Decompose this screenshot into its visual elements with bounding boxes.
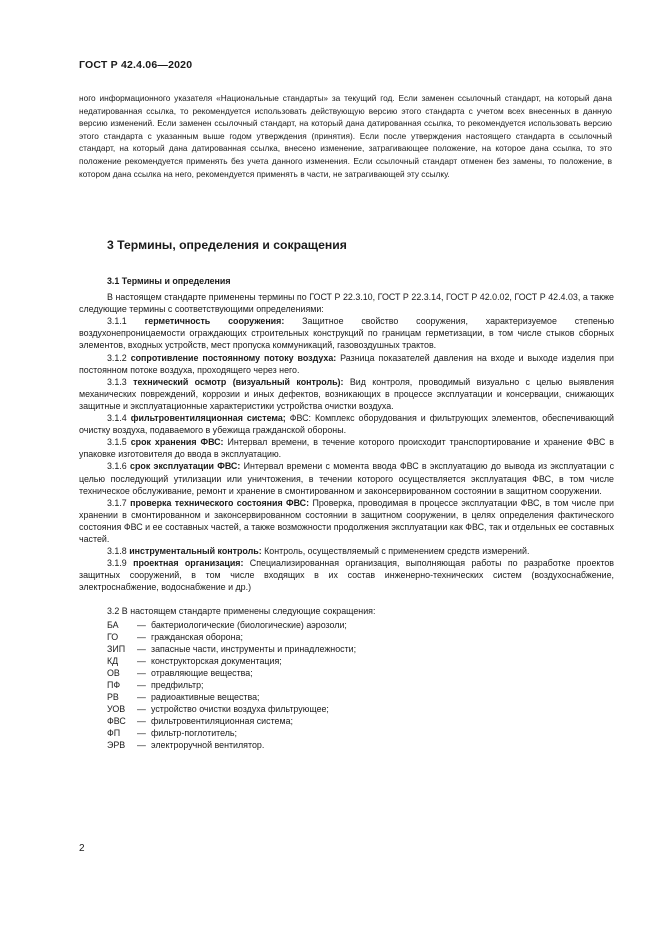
term-text: Вид контроля, проводимый визуально с целью выявления механических повреждений, коррозии и иных дефектов, возникающих в процессе эксплуатации и консервации, снижающих защитные и эксплуатационные характеристики устройства очистки воздуха. [79,376,614,411]
document-header: ГОСТ Р 42.4.06—2020 [79,59,193,71]
abbreviation-text: фильтр-поглотитель; [151,728,238,739]
term-number: 3.1.4 [107,413,127,424]
abbreviation-row [79,667,614,679]
abbreviation-code: РВ [107,692,119,703]
term-definition [79,412,614,436]
term-definition [79,315,614,351]
term-definition [79,460,614,496]
main-body [79,275,614,752]
term-number: 3.1.6 [107,461,127,472]
abbreviation-text: предфильтр; [151,680,204,690]
term-number: 3.1.5 [107,437,127,448]
abbreviation-text: конструкторская документация; [151,655,282,666]
abbreviation-dash: — [137,680,146,690]
abbreviation-text: отравляющие вещества; [151,667,253,678]
term-name: технический осмотр (визуальный контроль): [133,376,344,387]
term-name: проверка технического состояния ФВС: [130,497,310,508]
abbreviation-code: УОВ [107,704,126,715]
term-name: сопротивление постоянному потоку воздуха: [130,352,337,363]
term-definition [79,376,614,412]
abbreviation-text: запасные части, инструменты и принадлежности; [151,643,357,654]
term-name: герметичность сооружения: [144,316,285,327]
abbreviation-text: радиоактивные вещества; [151,692,260,703]
abbreviation-code: КД [107,655,119,666]
abbreviation-row [79,655,614,667]
term-number: 3.1.2 [107,352,127,363]
abbreviation-text: бактериологические (биологические) аэрозоли; [151,619,347,630]
abbreviation-code: ФВС [107,716,126,727]
abbreviation-row [79,631,614,643]
term-definition [79,352,614,376]
abbreviation-code: ГО [107,631,119,642]
abbreviation-row [79,715,614,727]
term-number: 3.1.8 [107,546,127,557]
abbreviation-code: ЗИП [107,643,126,654]
abbreviations-intro: 3.2 В настоящем стандарте применены следующие сокращения: [107,606,376,617]
abbreviation-dash: — [137,643,146,654]
intro-paragraph: ного информационного указателя «Национальные стандарты» за текущий год. Если заменен ссылочный стандарт, на который дана недатированная ссылка, то рекомендуется использовать действующую версию этого стандарта с учетом всех внесенных в данную версию изменений. Если заменен ссылочный стандарт, на который дана датированная ссылка, то рекомендуется использовать версию этого стандарта с указанным выше годом утверждения (принятия). Если после утверждения настоящего стандарта в ссылочный стандарт, на который дана датированная ссылка, внесено изменение, затрагивающее положение, на которое дана ссылка, то это положение рекомендуется применять без учета данного изменения. Если ссылочный стандарт отменен без замены, то положение, в котором дана ссылка на него, рекомендуется применять в части, не затрагивающей эту ссылку. [79,93,612,179]
term-name: срок хранения ФВС: [130,437,224,448]
term-name: проектная организация: [133,558,244,569]
abbreviation-text: электроручной вентилятор. [151,740,265,751]
term-number: 3.1.7 [107,497,127,508]
term-name: инструментальный контроль: [129,546,262,557]
abbreviation-code: ОВ [107,667,120,678]
abbreviations-list [79,619,614,752]
term-text: Специализированная организация, выполняющая работы по разработке проектов защитных сооружений, в том числе входящих в их состав инженерно-технических систем (воздухоснабжение, электроснабжение, водоснабжение и др.) [79,558,615,593]
abbreviation-text: фильтровентиляционная система; [151,716,293,727]
abbreviation-row [79,703,614,715]
abbreviation-dash: — [137,692,146,703]
abbreviation-dash: — [137,740,146,751]
term-text: Контроль, осуществляемый с применением средств измерений. [264,546,530,557]
abbreviation-row [79,619,614,631]
abbreviation-text: устройство очистки воздуха фильтрующее; [151,704,329,715]
abbreviation-row [79,643,614,655]
term-definition [79,436,614,460]
abbreviation-text: гражданская оборона; [151,631,243,642]
abbreviation-code: ФП [107,728,121,739]
terms-list [79,315,614,593]
abbreviation-code: ЭРВ [107,740,126,751]
abbreviation-dash: — [137,667,146,678]
section-title: 3 Термины, определения и сокращения [107,238,347,252]
term-text: Интервал времени, в течение которого происходит транспортирование и хранение ФВС в упаковке изготовителя до ввода в эксплуатацию. [79,437,614,460]
term-name: фильтровентиляционная система; [130,413,286,424]
abbreviation-row [79,691,614,703]
abbreviation-code: БА [107,619,119,630]
term-number: 3.1.9 [107,558,127,569]
abbreviation-row [79,727,614,739]
term-definition [79,545,614,557]
abbreviation-dash: — [137,655,146,666]
term-text: Проверка, проводимая в процессе эксплуатации ФВС, в том числе при хранении в смонтированном и законсервированном состоянии в защитном сооружении, в целях определения фактического состояния ФВС и ее составных частей, а также возможности продолжения эксплуатации как ФВС, так и отдельных ее составных частей. [79,497,614,544]
term-text: Интервал времени с момента ввода ФВС в эксплуатацию до вывода из эксплуатации с целью последующий утилизации или уничтожения, в течении которого осуществляется эксплуатация ФВС, в том числе техническое обслуживание, ремонт и хранение в смонтированном и законсервированном состоянии в защитном сооружении. [79,461,615,496]
term-definition [79,557,614,593]
abbreviation-code: ПФ [107,680,121,690]
abbreviation-row [79,679,614,691]
abbreviation-dash: — [137,716,146,727]
page-number: 2 [79,843,85,854]
term-number: 3.1.1 [107,316,127,327]
abbreviation-dash: — [137,704,146,715]
term-name: срок эксплуатации ФВС: [130,461,241,472]
term-definition [79,497,614,545]
abbreviation-dash: — [137,619,146,630]
abbreviation-dash: — [137,631,146,642]
abbreviation-dash: — [137,728,146,739]
term-text: ФВС: Комплекс оборудования и фильтрующих элементов, обеспечивающий очистку воздуха, подаваемого в убежища гражданской обороны. [79,413,614,436]
term-text: Разница показателей давления на входе и выходе изделия при постоянном потоке воздуха, проходящего через него. [79,352,614,375]
subsection-title: 3.1 Термины и определения [107,276,231,286]
abbreviation-row [79,739,614,751]
lead-paragraph: В настоящем стандарте применены термины по ГОСТ Р 22.3.10, ГОСТ Р 22.3.14, ГОСТ Р 42.0.02, ГОСТ Р 42.4.03, а также следующие термины с соответствующими определениями: [79,292,614,315]
term-number: 3.1.3 [107,376,127,387]
term-text: Защитное свойство сооружения, характеризуемое степенью воздухонепроницаемости ограждающих строительных конструкций по границам герметизации, в том числе стыков сборных элементов, входных устройств, мест пропуска коммуникаций, газовоздушных трактов. [79,316,614,351]
